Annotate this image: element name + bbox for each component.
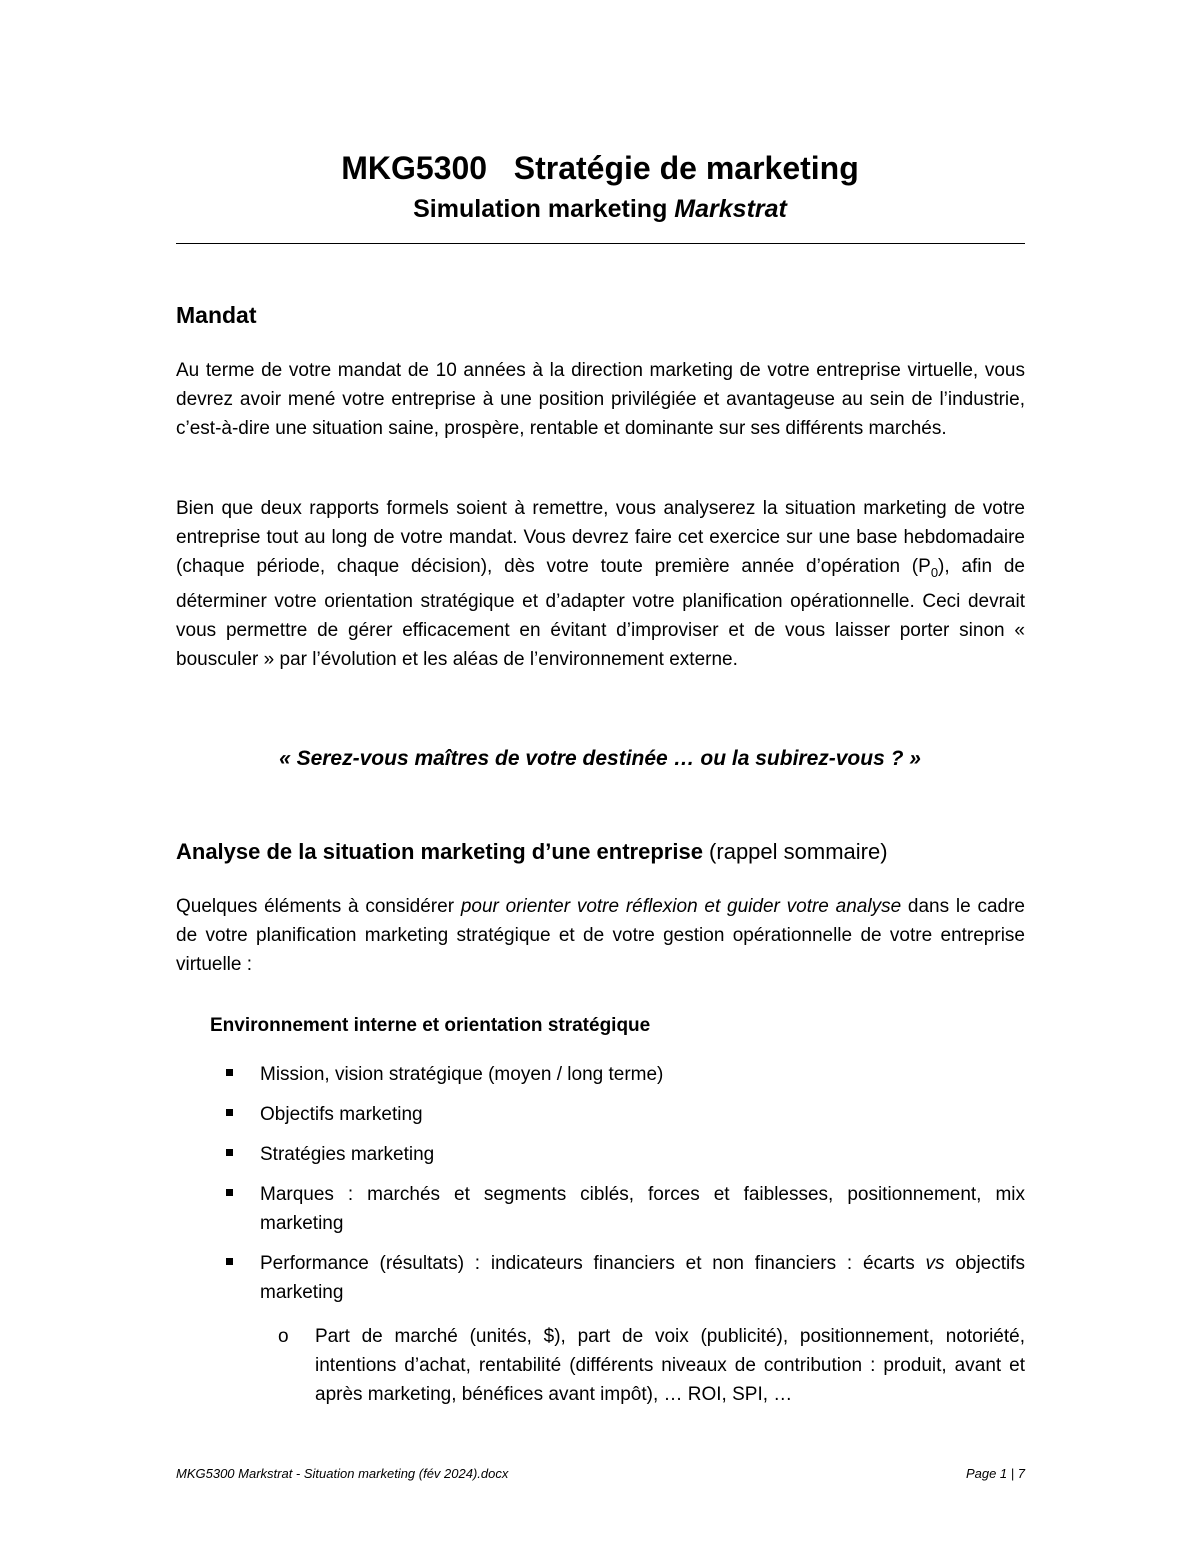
versus-emphasis: vs [925, 1253, 945, 1274]
mandat-paragraph-2 [176, 494, 1025, 674]
analyse-heading-bold: Analyse de la situation marketing d’une entreprise [176, 839, 703, 864]
section-heading-mandat: Mandat [176, 302, 257, 328]
intro-text-b: dans le cadre de votre planification marketing stratégique et de votre gestion opérationnelle de votre entreprise virtuelle : [176, 896, 1025, 975]
list-item-text: objectifs marketing [260, 1253, 1026, 1303]
list-item [222, 1249, 1025, 1307]
list-item-text: Marques : marchés et segments ciblés, forces et faiblesses, positionnement, mix marketing [260, 1184, 1025, 1234]
sub-bullet-list [278, 1322, 1025, 1409]
list-item [222, 1100, 1025, 1129]
sub-list-item [278, 1322, 1025, 1409]
square-bullet-icon [226, 1149, 233, 1156]
document-subtitle [0, 192, 1200, 226]
course-code: MKG5300 [341, 150, 488, 186]
square-bullet-icon [226, 1069, 233, 1076]
square-bullet-icon [226, 1109, 233, 1116]
course-title: Stratégie de marketing [513, 150, 859, 186]
list-item-text: Objectifs marketing [260, 1104, 423, 1125]
circle-bullet-icon: o [278, 1326, 289, 1347]
section-heading-analyse [176, 836, 1025, 868]
paragraph-2-text-b: ), afin de déterminer votre orientation stratégique et d’adapter votre planification opérationnelle. Ceci devrait vous permettre de gérer efficacement en évitant d’improviser et de vous laisser porter sinon « bousculer » par l’évolution et les aléas de l’environnement externe. [176, 556, 1025, 670]
list-item-text: Performance (résultats) : indicateurs financiers et non financiers : écarts [260, 1253, 926, 1274]
period-subscript: 0 [930, 564, 939, 580]
document-title [0, 148, 1200, 188]
list-item [222, 1060, 1025, 1089]
paragraph-2-text-a: Bien que deux rapports formels soient à remettre, vous analyserez la situation marketing de votre entreprise tout au long de votre mandat. Vous devrez faire cet exercice sur une base hebdomadaire (chaque période, chaque décision), dès votre toute première année d’opération (P [176, 498, 1025, 577]
intro-emphasis: pour orienter votre réflexion et guider votre analyse [460, 896, 902, 917]
footer-filename: MKG5300 Markstrat - Situation marketing (fév 2024).docx [176, 1466, 509, 1481]
mandat-quote: « Serez-vous maîtres de votre destinée … ou la subirez-vous ? » [279, 747, 921, 770]
square-bullet-icon [226, 1258, 233, 1265]
subtitle-text: Simulation marketing [413, 195, 668, 223]
sub-list-item-text: Part de marché (unités, $), part de voix (publicité), positionnement, notoriété, intentions d’achat, rentabilité (différents niveaux de contribution : produit, avant et après marketing, bénéfices avant impôt), … ROI, SPI, … [315, 1326, 1025, 1405]
bullet-list [222, 1060, 1025, 1318]
analyse-intro-paragraph [176, 892, 1025, 979]
intro-text-a: Quelques éléments à considérer [176, 896, 461, 917]
list-item [222, 1180, 1025, 1238]
title-divider [176, 243, 1025, 244]
subheading-environnement-interne: Environnement interne et orientation stratégique [210, 1015, 651, 1036]
analyse-heading-plain: (rappel sommaire) [702, 839, 888, 864]
list-item-text: Mission, vision stratégique (moyen / long terme) [260, 1064, 664, 1085]
subtitle-emphasis: Markstrat [674, 195, 787, 223]
square-bullet-icon [226, 1189, 233, 1196]
list-item-text: Stratégies marketing [260, 1144, 435, 1165]
footer-page-number: Page 1 | 7 [965, 1466, 1025, 1481]
mandat-paragraph-1: Au terme de votre mandat de 10 années à la direction marketing de votre entreprise virtuelle, vous devrez avoir mené votre entreprise à une position privilégiée et avantageuse au sein de l’industrie, c’est-à-dire une situation saine, prospère, rentable et dominante sur ses différents marchés. [176, 360, 1025, 439]
list-item [222, 1140, 1025, 1169]
